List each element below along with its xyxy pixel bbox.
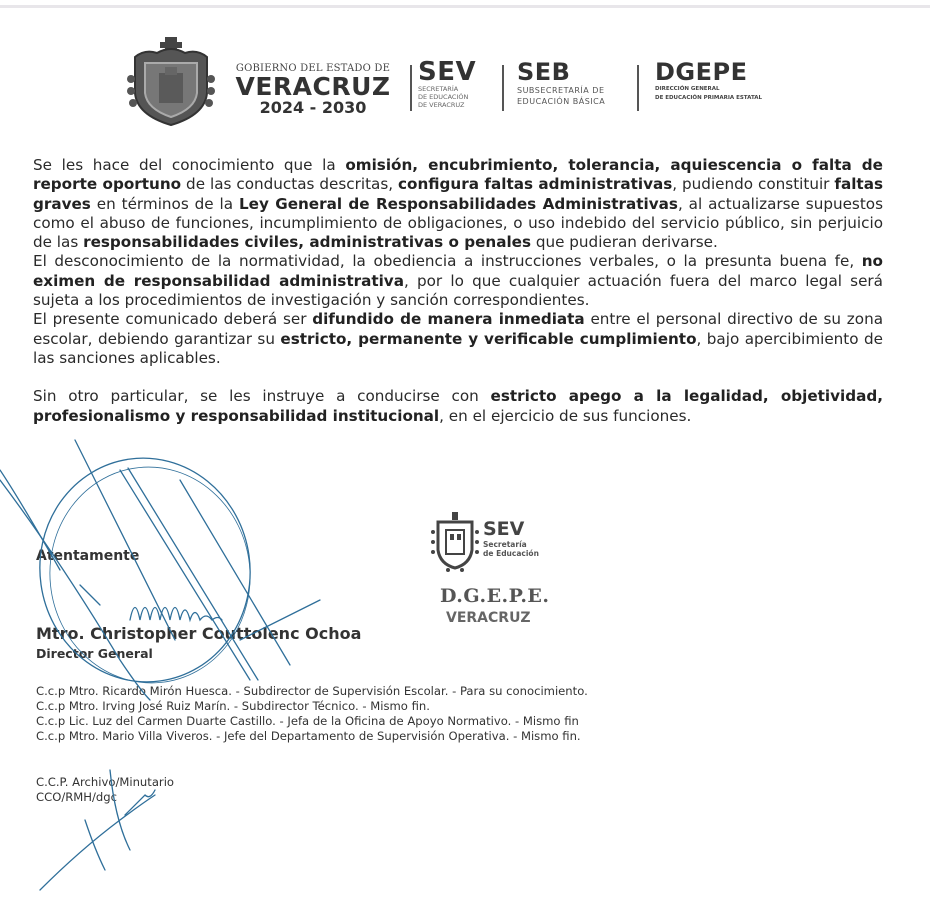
dgepe-logo (655, 59, 762, 103)
signature-stroke-icon (75, 440, 175, 640)
body-text: , pudiendo constituir (672, 175, 835, 194)
archive-line: C.C.P. Archivo/Minutario (36, 775, 175, 789)
government-line1: GOBIERNO DEL ESTADO DE (235, 63, 391, 74)
body-text: , en el ejercicio de sus funciones. (439, 406, 692, 425)
stamp-office: D.G.E.P.E. (440, 585, 550, 607)
dgepe-subtitle-1: DIRECCIÓN GENERAL (655, 86, 720, 92)
initials-line: CCO/RMH/dgc (36, 790, 117, 804)
emphasized-text: no eximen de responsabilidad administrativa (33, 252, 883, 290)
seb-logo (517, 59, 605, 107)
header-divider (502, 65, 504, 111)
sev-acronym: SEV (418, 57, 477, 87)
body-text: en términos de la (90, 194, 239, 213)
signer-role: Director General (36, 646, 153, 661)
archive-reference (36, 775, 174, 805)
emphasized-text: omisión, encubrimiento, tolerancia, aquiescencia o falta de reporte oportuno (33, 156, 883, 194)
paragraph-dissemination (33, 310, 883, 368)
body-text: El desconocimiento de la normatividad, la obediencia a instrucciones verbales, o la presunta buena fe, (33, 252, 862, 271)
government-logo (223, 63, 403, 116)
stamp-seal-icon (430, 512, 480, 572)
cc-line: C.c.p Mtro. Ricardo Mirón Huesca. - Subdirector de Supervisión Escolar. - Para su conocimiento. (36, 684, 588, 698)
closing-salutation: Atentamente (36, 548, 140, 564)
dgepe-subtitle-2: DE EDUCACIÓN PRIMARIA ESTATAL (655, 95, 763, 101)
stamp-subtitle (483, 540, 539, 558)
body-text: entre el personal directivo de su zona escolar, debiendo garantizar su (33, 310, 884, 348)
stamp-acronym: SEV (483, 518, 525, 540)
veracruz-coat-of-arms-icon (125, 35, 217, 127)
official-stamp (428, 510, 588, 630)
seb-acronym: SEB (517, 58, 571, 86)
stamp-location: VERACRUZ (446, 610, 531, 626)
sev-subtitle-3: DE VERACRUZ (418, 101, 465, 109)
government-period: 2024 - 2030 (259, 98, 367, 117)
seb-subtitle-1: SUBSECRETARÍA DE (517, 86, 605, 95)
body-text: , bajo apercibimiento de las sanciones aplicables. (33, 329, 883, 367)
initials-stroke-icon (40, 795, 155, 890)
cc-line: C.c.p Mtro. Mario Villa Viveros. - Jefe del Departamento de Supervisión Operativa. - Mismo fin. (36, 729, 581, 743)
dgepe-acronym: DGEPE (655, 58, 748, 86)
cc-line: C.c.p Lic. Luz del Carmen Duarte Castillo. - Jefa de la Oficina de Apoyo Normativo. - Mismo fin (36, 714, 579, 728)
carbon-copy-list (36, 684, 588, 744)
letterhead (125, 35, 825, 130)
paragraph-closing-instruction (33, 387, 883, 426)
body-text: Se les hace del conocimiento que la (33, 156, 346, 174)
paragraph-responsibilities (33, 156, 883, 252)
emphasized-text: configura faltas administrativas (398, 175, 673, 194)
emphasized-text: estricto apego a la legalidad, objetividad, profesionalismo y responsabilidad institucional (33, 387, 883, 425)
emphasized-text: difundido de manera inmediata (312, 310, 585, 329)
body-text: que pudieran derivarse. (531, 233, 718, 252)
stamp-subtitle-2: de Educación (483, 549, 539, 558)
signature-stroke-icon (0, 480, 150, 700)
signature-stroke-icon (80, 585, 100, 605)
initials-stroke-icon (85, 820, 105, 870)
header-divider (637, 65, 639, 111)
sev-subtitle-1: SECRETARÍA (418, 85, 459, 93)
emphasized-text: responsabilidades civiles, administrativas o penales (83, 233, 532, 252)
signature-stroke-icon (130, 608, 222, 621)
paragraph-no-exemption (33, 252, 883, 310)
header-divider (410, 65, 412, 111)
seb-subtitle-2: EDUCACIÓN BÁSICA (517, 97, 606, 106)
body-text: , por lo que cualquier actuación fuera del marco legal será sujeta a los procedimientos de investigación y sanción correspondientes. (33, 271, 883, 310)
body-text: de las conductas descritas, (181, 175, 399, 194)
sev-subtitle-2: DE EDUCACIÓN (418, 93, 469, 101)
stamp-subtitle-1: Secretaría (483, 540, 527, 549)
emphasized-text: faltas graves (33, 175, 883, 213)
scan-top-border (0, 5, 930, 8)
government-line2: VERACRUZ (235, 72, 391, 101)
document-body (33, 156, 883, 426)
body-text: Sin otro particular, se les instruye a conducirse con (33, 387, 491, 406)
emphasized-text: Ley General de Responsabilidades Administrativas (238, 194, 678, 213)
sev-logo (418, 59, 476, 109)
emphasized-text: estricto, permanente y verificable cumplimiento (280, 329, 697, 348)
signer-name: Mtro. Christopher Couttolenc Ochoa (36, 624, 362, 643)
cc-line: C.c.p Mtro. Irving José Ruiz Marín. - Subdirector Técnico. - Mismo fin. (36, 699, 430, 713)
body-text: El presente comunicado deberá ser (33, 310, 313, 329)
body-text: , al actualizarse supuestos como el abuso de funciones, incumplimiento de obligaciones, o uso indebido del servicio público, sin perjuicio de las (33, 194, 883, 252)
